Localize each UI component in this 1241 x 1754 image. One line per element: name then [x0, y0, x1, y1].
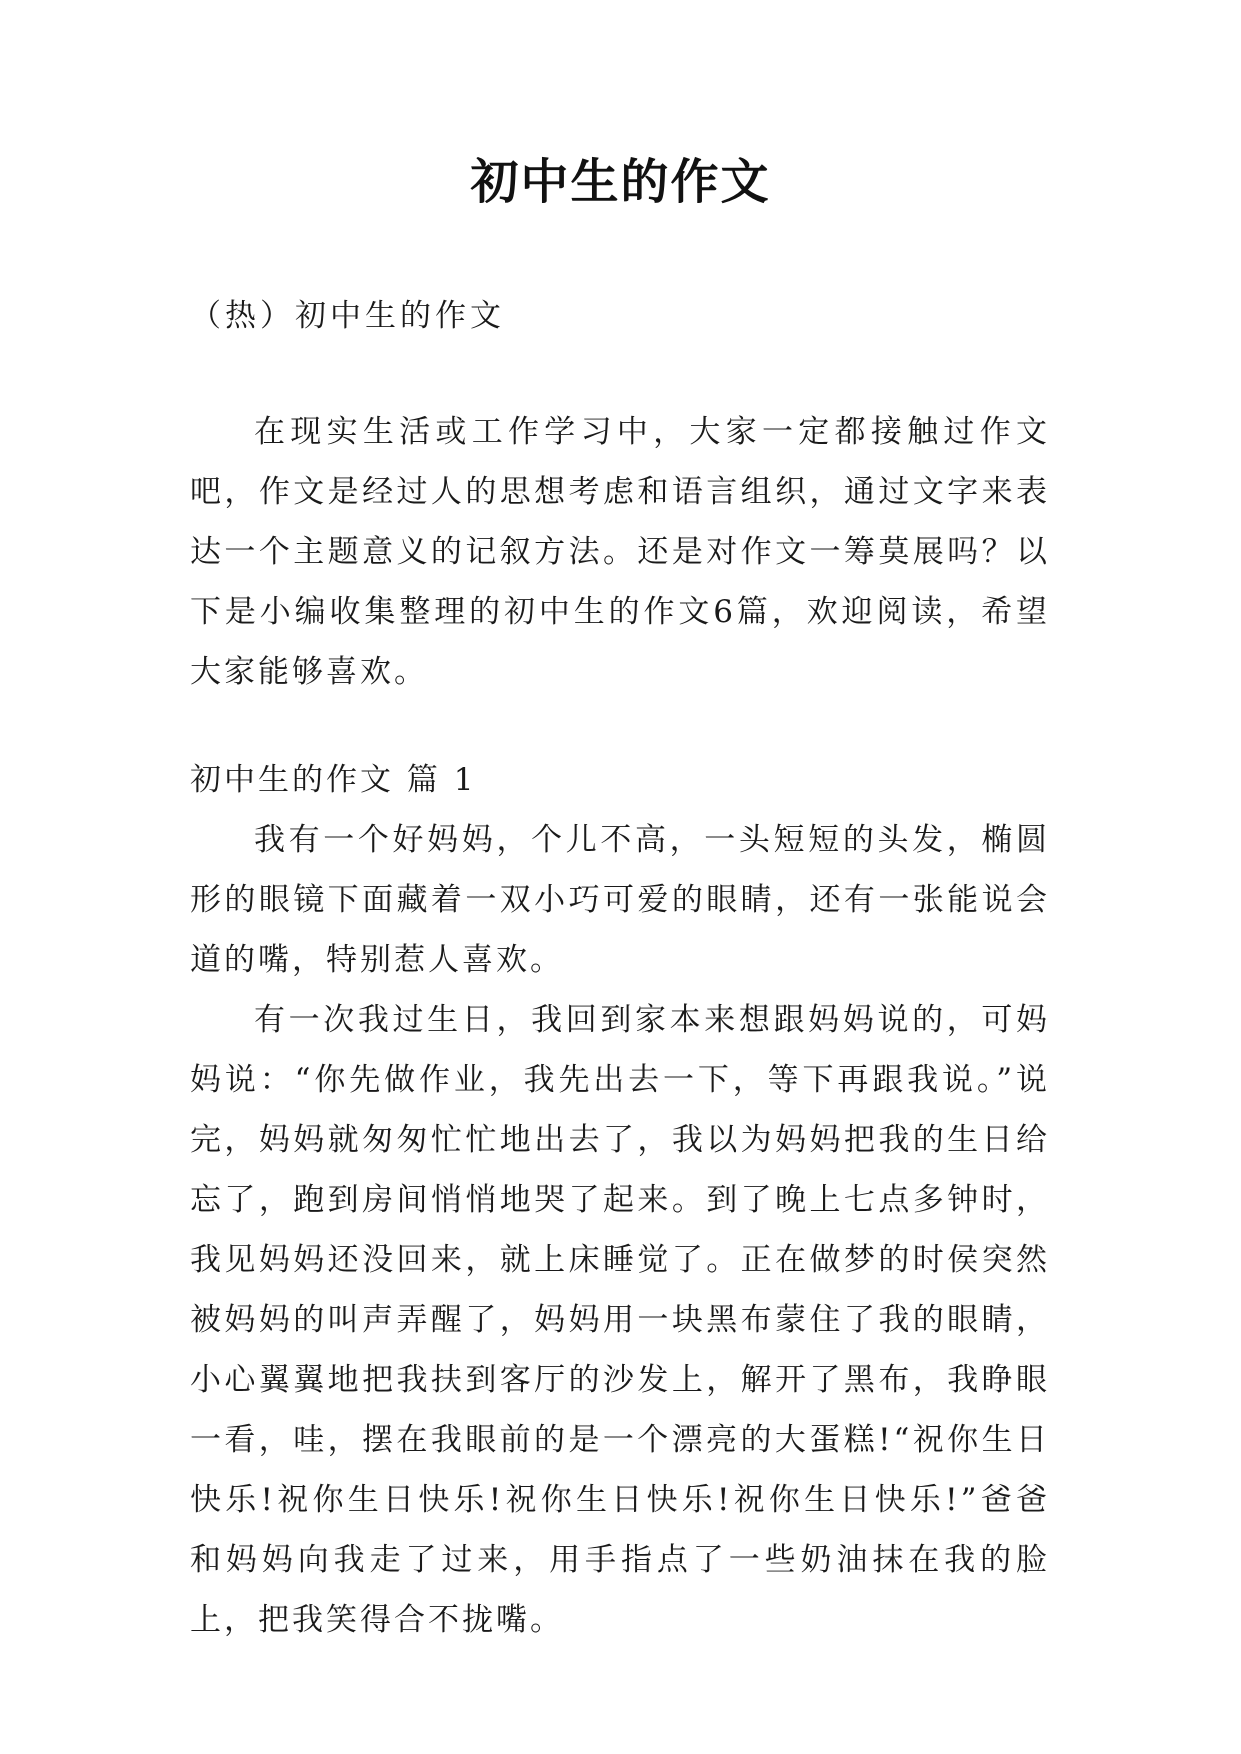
essay-section-1: [190, 750, 1050, 1650]
essay-paragraph: 有一次我过生日，我回到家本来想跟妈妈说的，可妈妈说：“你先做作业，我先出去一下，等下再跟我说。”说完，妈妈就匆匆忙忙地出去了，我以为妈妈把我的生日给忘了，跑到房间悄悄地哭了起来。到了晚上七点多钟时，我见妈妈还没回来，就上床睡觉了。正在做梦的时侯突然被妈妈的叫声弄醒了，妈妈用一块黑布蒙住了我的眼睛，小心翼翼地把我扶到客厅的沙发上，解开了黑布，我睁眼一看，哇，摆在我眼前的是一个漂亮的大蛋糕!“祝你生日快乐!祝你生日快乐!祝你生日快乐!祝你生日快乐!”爸爸和妈妈向我走了过来，用手指点了一些奶油抹在我的脸上，把我笑得合不拢嘴。: [190, 1002, 1050, 1638]
document-subtitle: （热）初中生的作文: [190, 298, 505, 334]
section-heading: 初中生的作文 篇 1: [190, 762, 477, 798]
intro-paragraph: 在现实生活或工作学习中，大家一定都接触过作文吧，作文是经过人的思想考虑和语言组织，通过文字来表达一个主题意义的记叙方法。还是对作文一筹莫展吗？以下是小编收集整理的初中生的作文6篇，欢迎阅读，希望大家能够喜欢。: [190, 414, 1050, 690]
essay-paragraph: 我有一个好妈妈，个儿不高，一头短短的头发，椭圆形的眼镜下面藏着一双小巧可爱的眼睛，还有一张能说会道的嘴，特别惹人喜欢。: [190, 822, 1050, 978]
document-title: 初中生的作文: [470, 154, 771, 210]
intro-block: [190, 402, 1050, 702]
